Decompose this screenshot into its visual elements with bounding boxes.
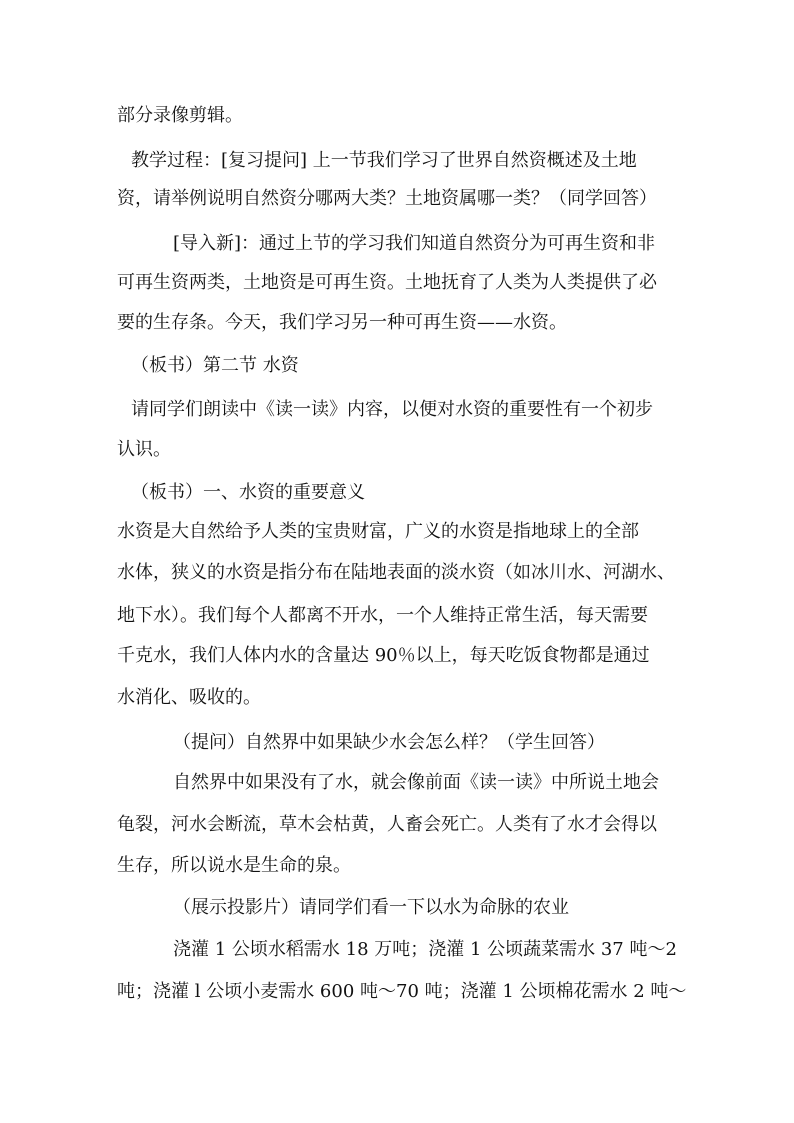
text-line: 教学过程：[复习提问] 上一节我们学习了世界自然资概述及土地: [131, 150, 637, 171]
text-line: 千克水，我们人体内水的含量达 90％以上，每天吃饭食物都是通过: [117, 645, 650, 666]
text-line: 水消化、吸收的。: [117, 687, 261, 708]
text-line: 浇灌 1 公顷水稻需水 18 万吨；浇灌 1 公顷蔬菜需水 37 吨～2: [173, 939, 677, 960]
text-line: 要的生存条。今天，我们学习另一种可再生资——水资。: [117, 312, 567, 333]
text-line: 请同学们朗读中《读一读》内容，以便对水资的重要性有一个初步: [131, 399, 653, 420]
text-line: 地下水）。我们每个人都离不开水，一个人维持正常生活，每天需要: [117, 605, 648, 626]
text-line: 龟裂，河水会断流，草木会枯黄，人畜会死亡。人类有了水才会得以: [117, 814, 657, 835]
text-line: 水体，狭义的水资是指分布在陆地表面的淡水资（如冰川水、河湖水、: [117, 562, 675, 583]
text-line: 水资是大自然给予人类的宝贵财富，广义的水资是指地球上的全部: [117, 521, 639, 542]
text-line: 部分录像剪辑。: [117, 105, 243, 126]
section-heading: （板书）一、水资的重要意义: [131, 482, 365, 503]
text-line: 认识。: [117, 439, 171, 460]
text-line: 资，请举例说明自然资分哪两大类？土地资属哪一类？（同学回答）: [117, 188, 657, 209]
text-line: （提问）自然界中如果缺少水会怎么样？（学生回答）: [173, 732, 605, 753]
section-heading: （板书）第二节 水资: [131, 355, 299, 376]
text-line: 生存，所以说水是生命的泉。: [117, 855, 351, 876]
text-line: （展示投影片）请同学们看一下以水为命脉的农业: [173, 897, 569, 918]
text-line: [导入新]：通过上节的学习我们知道自然资分为可再生资和非: [173, 233, 656, 254]
text-line: 吨；浇灌 l 公顷小麦需水 600 吨～70 吨；浇灌 1 公顷棉花需水 2 吨～: [117, 981, 687, 1002]
text-line: 自然界中如果没有了水，就会像前面《读一读》中所说土地会: [173, 772, 659, 793]
text-line: 可再生资两类，土地资是可再生资。土地抚育了人类为人类提供了必: [117, 272, 657, 293]
